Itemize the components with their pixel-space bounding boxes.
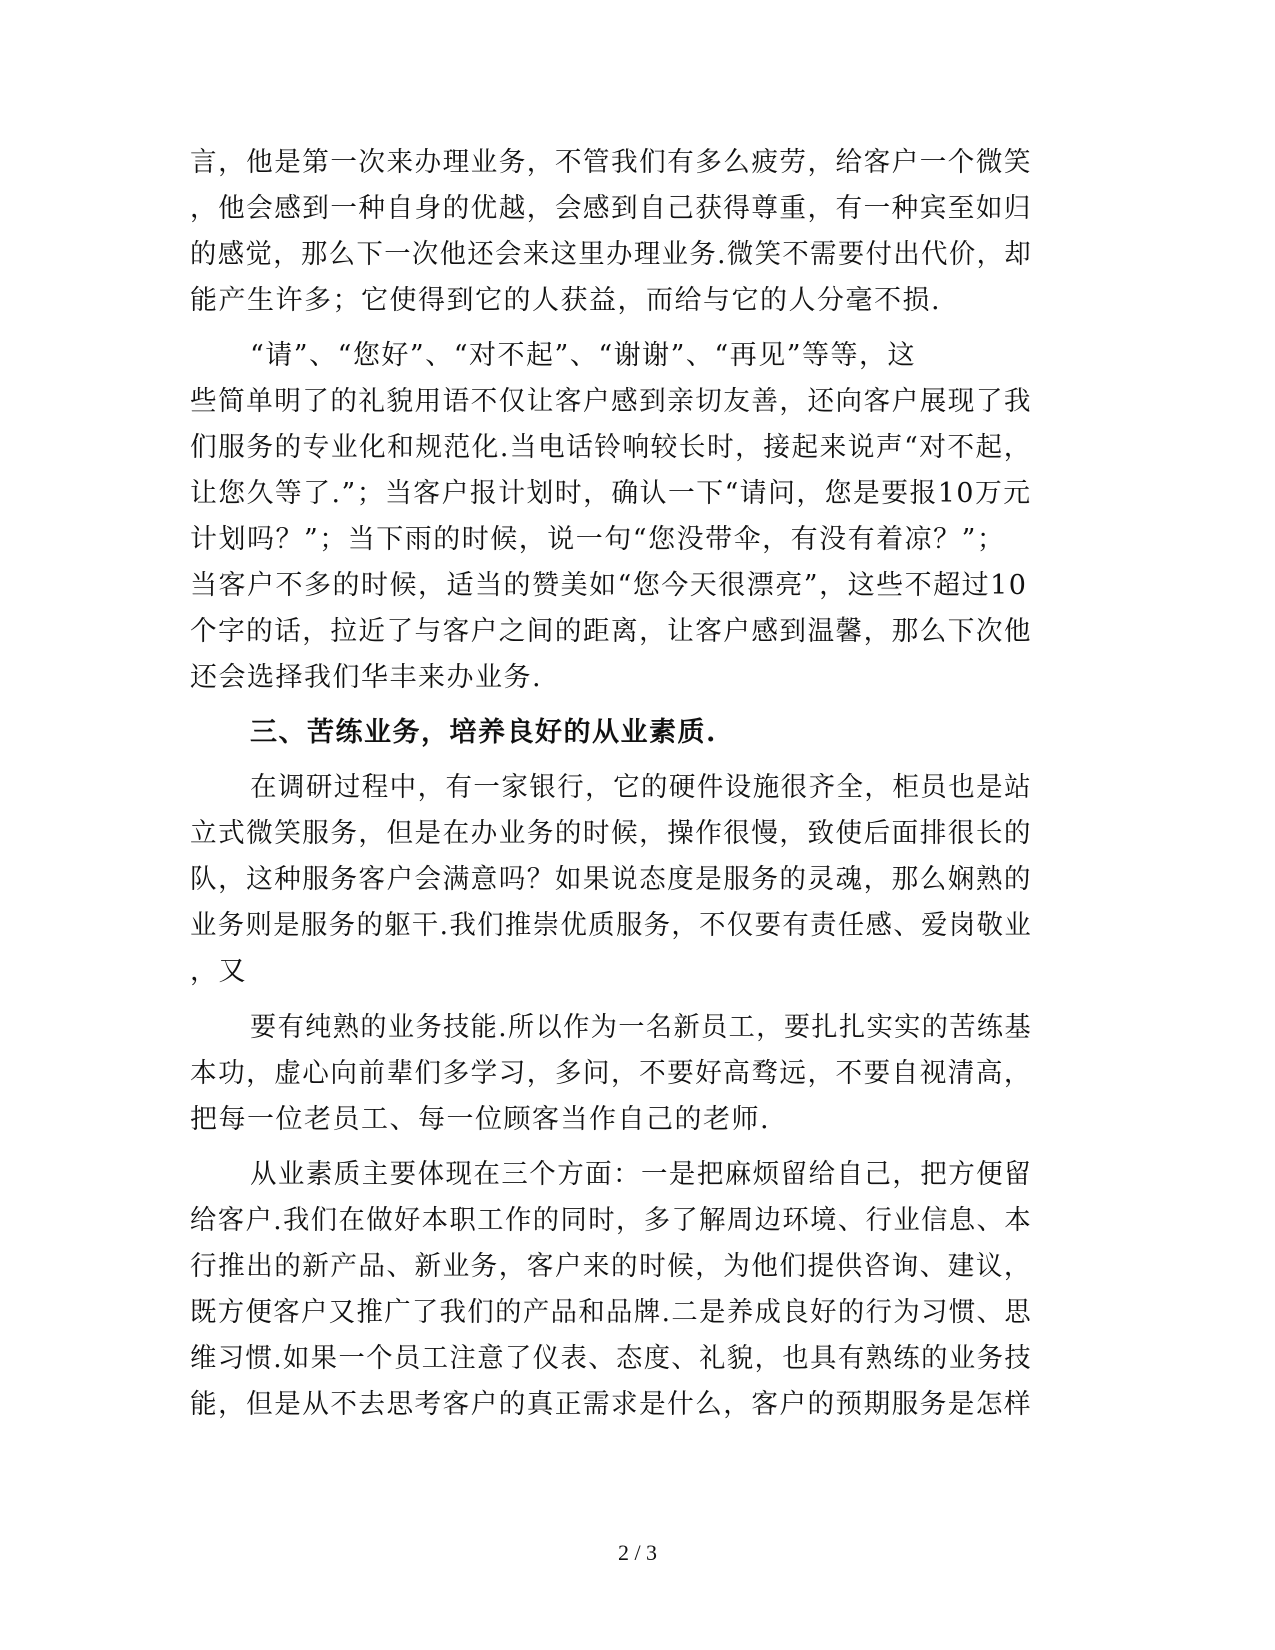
paragraph-line: 既方便客户又推广了我们的产品和品牌.二是养成良好的行为习惯、思 bbox=[190, 1297, 1033, 1328]
page-number: 2 / 3 bbox=[617, 1540, 658, 1565]
paragraph-line: 本功，虚心向前辈们多学习，多问，不要好高骛远，不要自视清高， bbox=[190, 1058, 1032, 1089]
paragraph-line: 行推出的新产品、新业务，客户来的时候，为他们提供咨询、建议， bbox=[190, 1251, 1032, 1282]
paragraph-line: “请”、“您好”、“对不起”、“谢谢”、“再见”等等，这 bbox=[250, 340, 917, 371]
paragraph-line: 从业素质主要体现在三个方面：一是把麻烦留给自己，把方便留 bbox=[250, 1159, 1032, 1190]
paragraph-line: 把每一位老员工、每一位顾客当作自己的老师. bbox=[190, 1104, 771, 1135]
paragraph-line: 的感觉，那么下一次他还会来这里办理业务.微笑不需要付出代价，却 bbox=[190, 239, 1033, 270]
paragraph-line: 给客户.我们在做好本职工作的同时，多了解周边环境、行业信息、本 bbox=[190, 1205, 1033, 1236]
paragraph-line: 要有纯熟的业务技能.所以作为一名新员工，要扎扎实实的苦练基 bbox=[250, 1012, 1033, 1043]
paragraph-line: 立式微笑服务，但是在办业务的时候，操作很慢，致使后面排很长的 bbox=[190, 818, 1032, 849]
paragraph-line: 队，这种服务客户会满意吗？如果说态度是服务的灵魂，那么娴熟的 bbox=[190, 864, 1032, 895]
paragraph-line: 业务则是服务的躯干.我们推崇优质服务，不仅要有责任感、爱岗敬业 bbox=[190, 910, 1033, 941]
section-heading: 三、苦练业务，培养良好的从业素质. bbox=[250, 717, 717, 748]
paragraph-line: 还会选择我们华丰来办业务. bbox=[190, 662, 543, 693]
paragraph-line: 言，他是第一次来办理业务，不管我们有多么疲劳，给客户一个微笑 bbox=[190, 147, 1032, 178]
paragraph-line: 当客户不多的时候，适当的赞美如“您今天很漂亮”，这些不超过10 bbox=[190, 570, 1028, 601]
paragraph-line: 们服务的专业化和规范化.当电话铃响较长时，接起来说声“对不起， bbox=[190, 432, 1032, 463]
paragraph-line: 在调研过程中，有一家银行，它的硬件设施很齐全，柜员也是站 bbox=[250, 772, 1032, 803]
paragraph-line: 能，但是从不去思考客户的真正需求是什么，客户的预期服务是怎样 bbox=[190, 1389, 1032, 1420]
paragraph-line: 个字的话，拉近了与客户之间的距离，让客户感到温馨，那么下次他 bbox=[190, 616, 1032, 647]
paragraph-line: 维习惯.如果一个员工注意了仪表、态度、礼貌，也具有熟练的业务技 bbox=[190, 1343, 1033, 1374]
paragraph-line: 能产生许多；它使得到它的人获益，而给与它的人分毫不损. bbox=[190, 285, 942, 316]
paragraph-line: 计划吗？”；当下雨的时候，说一句“您没带伞，有没有着凉？”； bbox=[190, 524, 1006, 555]
paragraph-line: 些简单明了的礼貌用语不仅让客户感到亲切友善，还向客户展现了我 bbox=[190, 386, 1032, 417]
paragraph-line: 让您久等了.”；当客户报计划时，确认一下“请问，您是要报10万元 bbox=[190, 478, 1032, 509]
paragraph-line: ，又 bbox=[190, 956, 247, 987]
paragraph-line: ，他会感到一种自身的优越，会感到自己获得尊重，有一种宾至如归 bbox=[190, 193, 1032, 224]
